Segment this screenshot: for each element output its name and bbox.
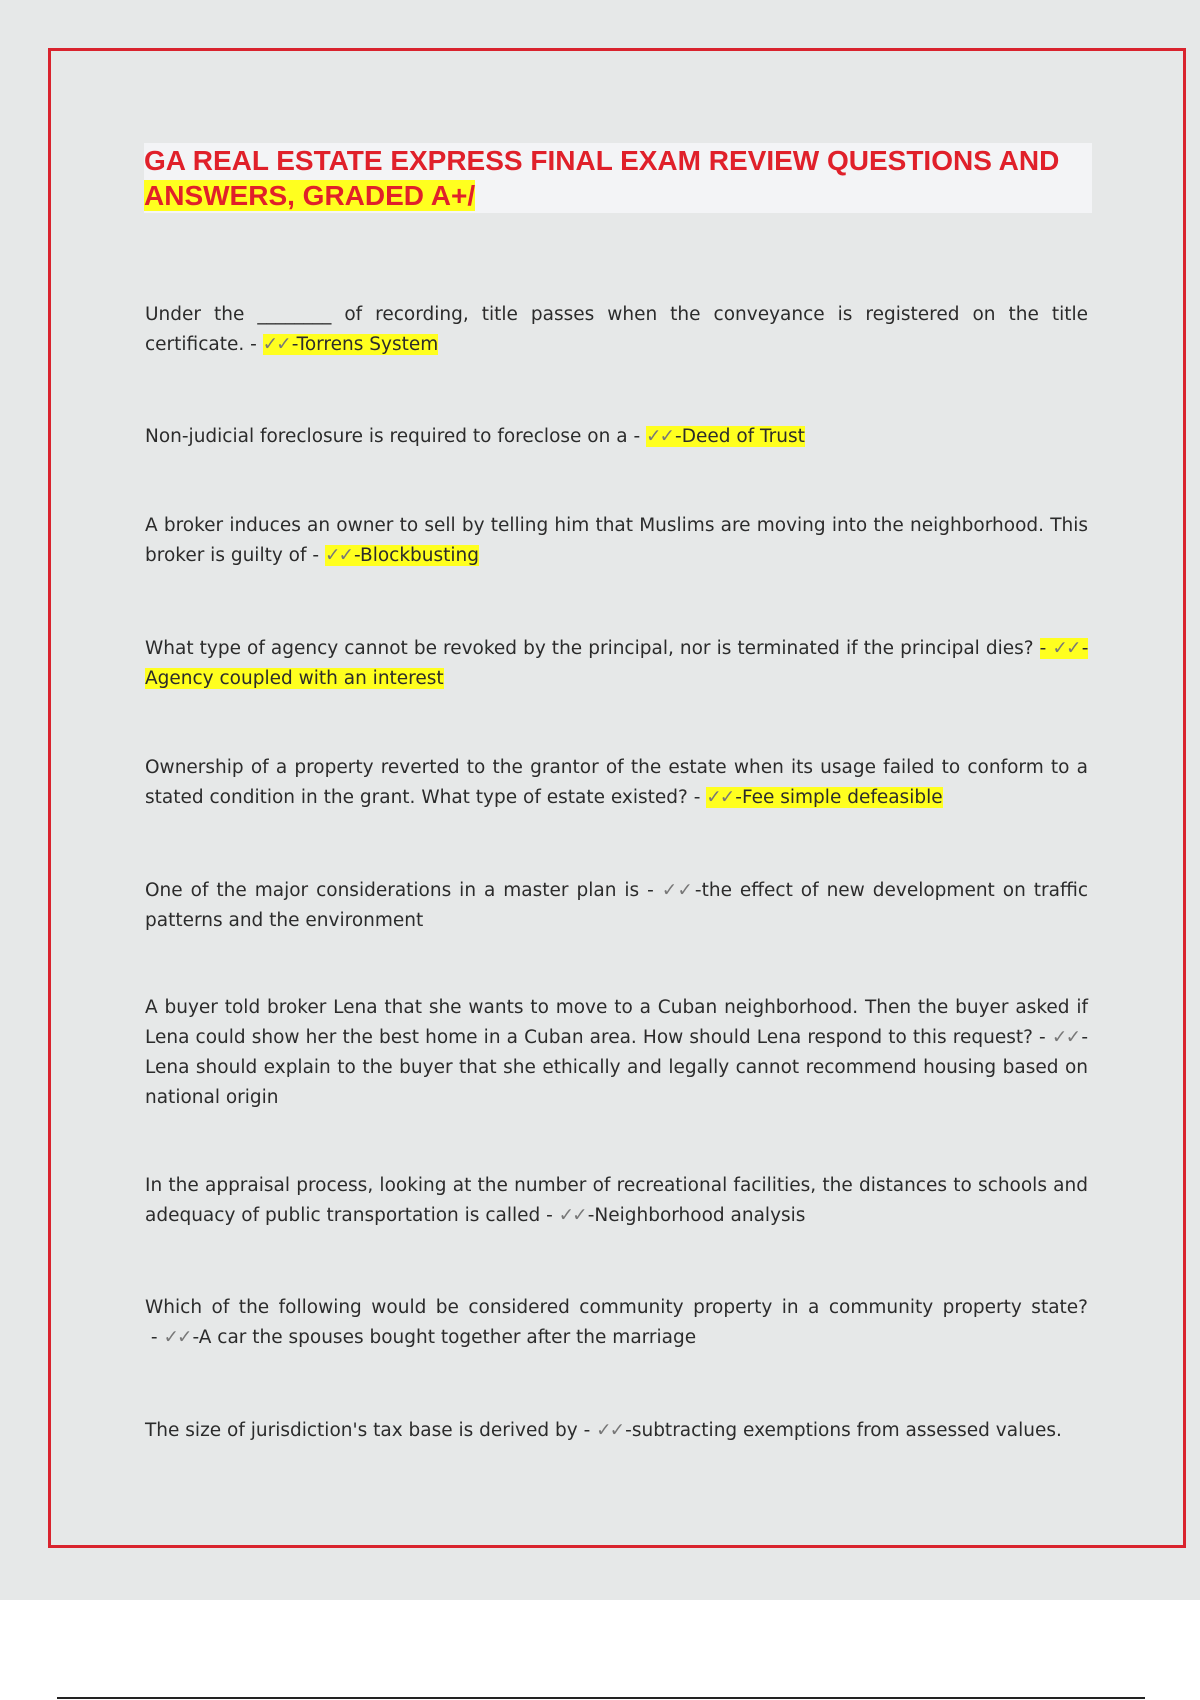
title-line-2: ANSWERS, GRADED A+/ [144,180,476,211]
double-check-icon: ✓✓ [1052,638,1080,659]
answer-text: Torrens System [296,334,439,355]
question-text: What type of agency cannot be revoked by the principal, nor is terminated if the principal dies? [145,638,1034,659]
answer-highlight: ✓✓ -Fee simple defeasible [706,787,943,808]
question-text: One of the major considerations in a master plan is [145,880,640,901]
double-check-icon: ✓✓ [163,1327,191,1348]
answer-text: Deed of Trust [681,426,805,447]
double-check-icon: ✓✓ [596,1420,624,1441]
qa-item-10: The size of jurisdiction's tax base is derived by - ✓✓ -subtracting exemptions from assessed values. [145,1420,1062,1441]
question-text: Ownership of a property reverted to the grantor of the estate when its usage failed to conform to a stated condition in the grant. What type of estate existed? [145,757,1088,808]
qa-item-9: Which of the following would be considered community property in a community property state? - ✓✓ -A car the spouses bought together after the marriage [145,1297,1088,1348]
qa-item-5: Ownership of a property reverted to the grantor of the estate when its usage failed to conform to a stated condition in the grant. What type of estate existed? - ✓✓ -Fee simple defeasible [145,757,1088,808]
qa-item-7: A buyer told broker Lena that she wants to move to a Cuban neighborhood. Then the buyer asked if Lena could show her the best home in a Cuban area. How should Lena respond to this request? - ✓✓ -Lena should explain to the buyer that she ethically and legally cannot recommend housing based on national origin [145,997,1088,1108]
question-text: The size of jurisdiction's tax base is derived by [145,1420,578,1441]
double-check-icon: ✓✓ [262,334,290,355]
answer-text: Lena should explain to the buyer that she ethically and legally cannot recommend housing based on national origin [145,1057,1088,1108]
question-text: Under the ________ of recording, title passes when the conveyance is registered on the title certificate. [145,304,1088,355]
answer-highlight: - ✓✓ -Agency coupled with an interest [145,638,1088,689]
double-check-icon: ✓✓ [706,787,734,808]
answer-highlight: ✓✓ -Blockbusting [324,545,480,566]
qa-item-8: In the appraisal process, looking at the number of recreational facilities, the distances to schools and adequacy of public transportation is called - ✓✓ -Neighborhood analysis [145,1175,1088,1226]
question-text: Which of the following would be considered community property in a community property state? [145,1297,1088,1318]
answer-text: the effect of new development on traffic patterns and the environment [145,880,1089,931]
answer-highlight: ✓✓ -Torrens System [262,334,439,355]
answer-text: subtracting exemptions from assessed values. [631,1420,1062,1441]
qa-item-6: One of the major considerations in a master plan is - ✓✓ -the effect of new development on traffic patterns and the environment [145,880,1089,931]
answer-text: Agency coupled with an interest [145,668,444,689]
question-text: A broker induces an owner to sell by telling him that Muslims are moving into the neighborhood. This broker is guilty of [145,515,1088,566]
answer-text: Fee simple defeasible [741,787,943,808]
answer-text: A car the spouses bought together after the marriage [198,1327,697,1348]
qa-item-4 [145,634,1088,694]
title-line-1: GA REAL ESTATE EXPRESS FINAL EXAM REVIEW QUESTIONS AND [144,145,1060,176]
double-check-icon: ✓✓ [661,880,693,901]
answer-text: Neighborhood analysis [594,1205,806,1226]
question-text: Non-judicial foreclosure is required to foreclose on a [145,426,628,447]
double-check-icon: ✓✓ [558,1205,586,1226]
double-check-icon: ✓✓ [1051,1027,1080,1048]
qa-item-3: A broker induces an owner to sell by telling him that Muslims are moving into the neighborhood. This broker is guilty of - ✓✓ -Blockbusting [145,515,1088,566]
document-title [144,143,1092,213]
question-text: In the appraisal process, looking at the number of recreational facilities, the distances to schools and adequacy of public transportation is called [145,1175,1088,1226]
question-text: A buyer told broker Lena that she wants to move to a Cuban neighborhood. Then the buyer asked if Lena could show her the best home in a Cuban area. How should Lena respond to this request? [145,997,1088,1048]
qa-item-1: Under the ________ of recording, title passes when the conveyance is registered on the title certificate. - ✓✓ -Torrens System [145,304,1088,355]
qa-item-2: Non-judicial foreclosure is required to foreclose on a - ✓✓ -Deed of Trust [145,426,805,447]
double-check-icon: ✓✓ [324,545,352,566]
footer-divider [57,1697,1145,1699]
answer-highlight: ✓✓ -Deed of Trust [646,426,805,447]
title-heading [144,143,1092,213]
answer-text: Blockbusting [360,545,480,566]
double-check-icon: ✓✓ [646,426,674,447]
